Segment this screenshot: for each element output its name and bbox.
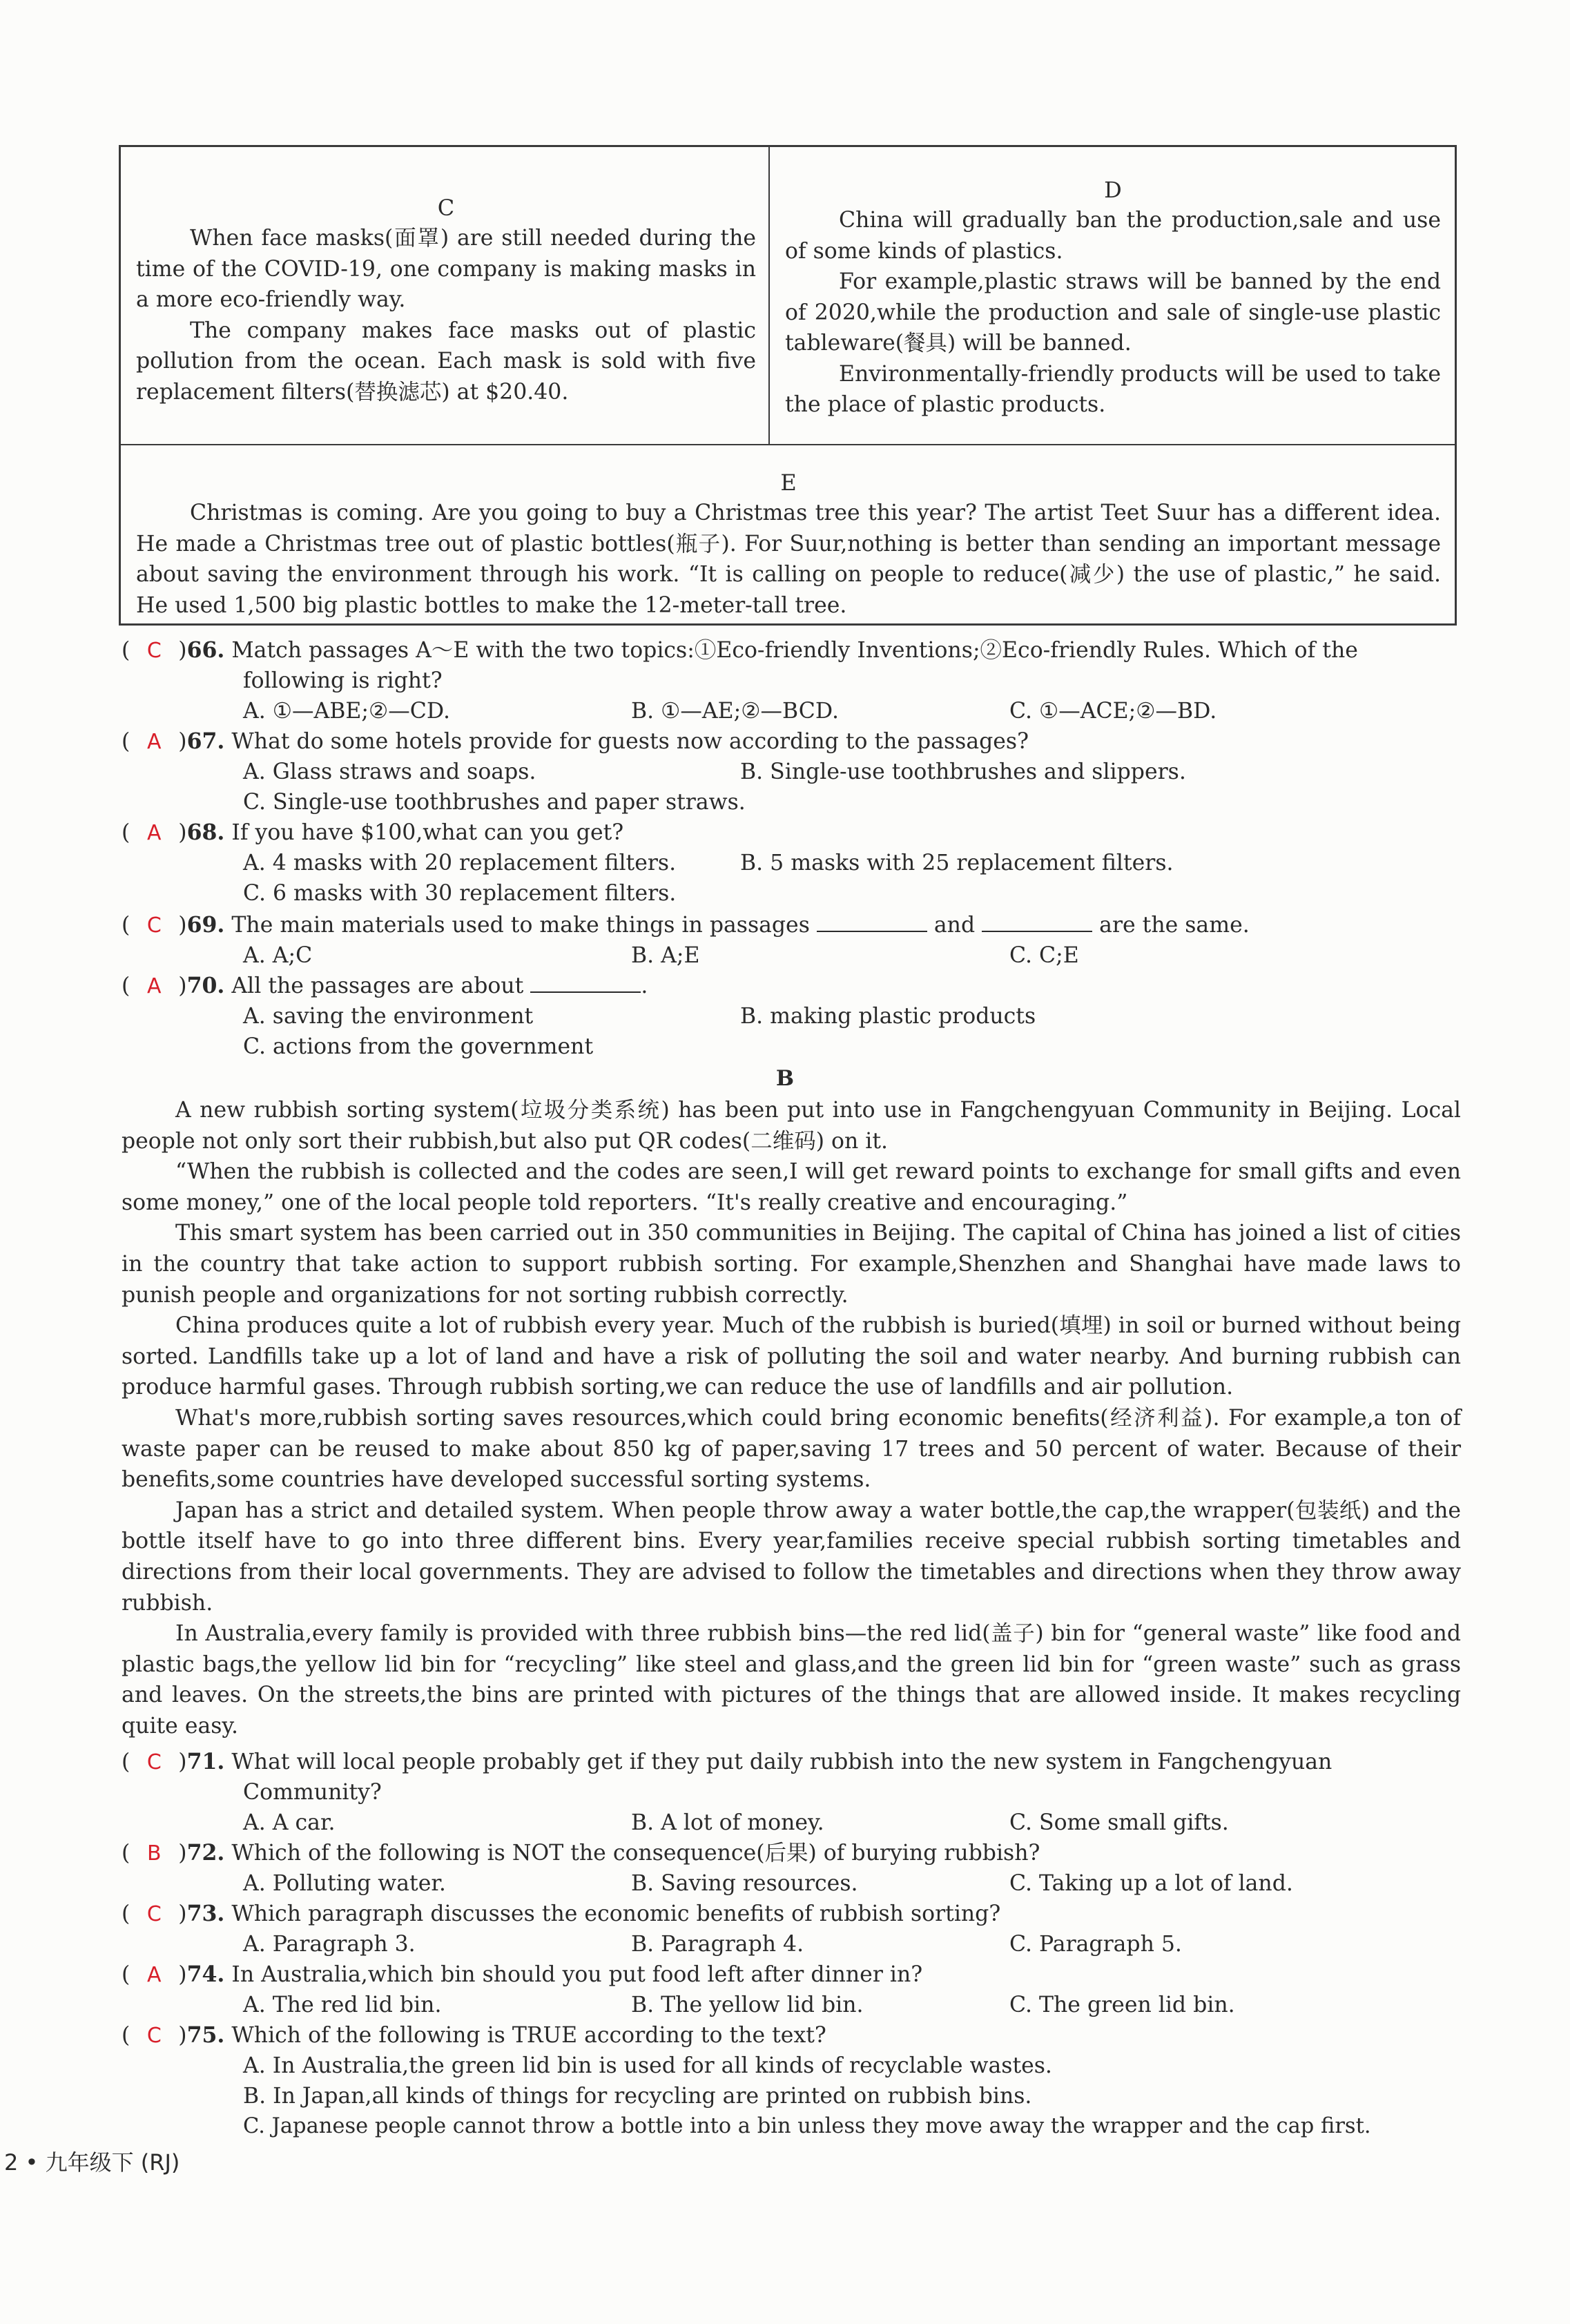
question-stem: If you have $100,what can you get? — [231, 820, 624, 845]
question-stem: What do some hotels provide for guests now according to the passages? — [231, 729, 1029, 754]
question-stem: Which paragraph discusses the economic benefits of rubbish sorting? — [231, 1901, 1001, 1926]
question-stem: What will local people probably get if they put daily rubbish into the new system in Fangchengyuan — [231, 1750, 1332, 1774]
option-c: C. 6 masks with 30 replacement filters. — [243, 881, 677, 906]
option-a: A. In Australia,the green lid bin is used for all kinds of recyclable wastes. — [243, 2053, 1052, 2078]
answer-mark: C — [146, 639, 162, 663]
answer-mark: C — [146, 2024, 162, 2048]
passage-letter: E — [780, 469, 797, 496]
question-number: 71. — [186, 1749, 225, 1774]
question-73: ( C )73. Which paragraph discusses the economic benefits of rubbish sorting? — [122, 1899, 1000, 1930]
passage-letter: D — [1104, 177, 1122, 203]
option-b: B. making plastic products — [740, 1004, 1036, 1029]
answer-mark: C — [146, 913, 162, 938]
option-b: B. Single-use toothbrushes and slippers. — [740, 759, 1186, 784]
passage-paragraph: Japan has a strict and detailed system. When people throw away a water bottle,the cap,the wrapper(包装纸) and the bottle itself have to go into three different bins. Every year,families receive special rubbish sorting timetables and directions from their local governments. They are advised to follow the timetables and directions when they throw away rubbish. — [122, 1498, 1461, 1616]
question-stem-end: . — [641, 974, 648, 998]
option-b: B. In Japan,all kinds of things for recycling are printed on rubbish bins. — [243, 2084, 1032, 2109]
answer-mark: B — [147, 1841, 162, 1866]
question-stem-and: and — [933, 913, 976, 938]
passage-paragraph: China produces quite a lot of rubbish every year. Much of the rubbish is buried(填埋) in soil or burned without being sorted. Landfills take up a lot of land and have a risk of polluting the soil and water nearby. And burning rubbish can produce harmful gases. Through rubbish sorting,we can reduce the use of landfills and air pollution. — [122, 1313, 1461, 1400]
question-75: ( C )75. Which of the following is TRUE according to the text? — [122, 2020, 826, 2051]
option-a: A. A car. — [243, 1810, 336, 1835]
question-66: ( C )66. Match passages A～E with the two topics:①Eco-friendly Inventions;②Eco-friendly Rules. Which of the — [122, 635, 1358, 666]
question-70: ( A )70. All the passages are about . — [122, 971, 648, 1002]
question-69: ( C )69. The main materials used to make things in passages and are the same. — [122, 910, 1250, 941]
passage-paragraph: What's more,rubbish sorting saves resources,which could bring economic benefits(经济利益). For example,a ton of waste paper can be reused to make about 850 kg of paper,saving 17 trees and 50 percent of water. Because of their benefits,some countries have developed successful sorting systems. — [122, 1405, 1461, 1493]
answer-mark: C — [146, 1750, 162, 1774]
passage-paragraph: “When the rubbish is collected and the codes are seen,I will get reward points to exchange for small gifts and even some money,” one of the local people told reporters. “It's really creative and encouraging.” — [122, 1159, 1461, 1215]
option-c: C. Paragraph 5. — [1009, 1932, 1182, 1957]
option-b: B. The yellow lid bin. — [631, 1993, 864, 2017]
question-67: ( A )67. What do some hotels provide for guests now according to the passages? — [122, 726, 1029, 757]
option-b: B. ①—AE;②—BCD. — [631, 699, 839, 724]
question-number: 74. — [186, 1962, 225, 1987]
option-a: A. ①—ABE;②—CD. — [243, 699, 451, 724]
question-number: 66. — [186, 637, 225, 663]
option-c: C. Some small gifts. — [1009, 1810, 1229, 1835]
answer-blank — [817, 910, 927, 932]
question-number: 68. — [186, 820, 225, 845]
option-b: B. A lot of money. — [631, 1810, 824, 1835]
question-number: 75. — [186, 2022, 225, 2048]
option-a: A. Polluting water. — [243, 1871, 446, 1896]
answer-mark: C — [146, 1902, 162, 1926]
option-c: C. C;E — [1009, 943, 1079, 968]
answer-mark: A — [147, 730, 162, 754]
answer-mark: A — [147, 1963, 162, 1987]
question-stem: All the passages are about — [231, 974, 524, 998]
question-72: ( B )72. Which of the following is NOT the consequence(后果) of burying rubbish? — [122, 1838, 1040, 1869]
passage-paragraph: In Australia,every family is provided with three rubbish bins—the red lid(盖子) bin for “general waste” like food and plastic bags,the yellow lid bin for “recycling” like steel and glass,and the green lid bin for “green waste” such as grass and leaves. On the streets,the bins are printed with pictures of the things that are allowed inside. It makes recycling quite easy. — [122, 1621, 1461, 1739]
section-b-passage — [122, 1095, 1461, 1741]
option-b: B. Saving resources. — [631, 1871, 858, 1896]
answer-mark: A — [147, 821, 162, 845]
page-footer: 2 • 九年级下 (RJ) — [4, 2149, 180, 2176]
passage-paragraph: The company makes face masks out of plastic pollution from the ocean. Each mask is sold with five replacement filters(替换滤芯) at $20.40. — [136, 318, 756, 405]
passage-table — [119, 145, 1457, 626]
answer-blank — [982, 910, 1092, 932]
question-stem: In Australia,which bin should you put food left after dinner in? — [231, 1962, 923, 1987]
answer-blank — [530, 971, 641, 993]
option-c: C. Taking up a lot of land. — [1009, 1871, 1293, 1896]
answer-mark: A — [147, 974, 162, 998]
question-stem: Match passages A～E with the two topics:①Eco-friendly Inventions;②Eco-friendly Rules. Which of the — [231, 638, 1358, 663]
passage-paragraph: Christmas is coming. Are you going to buy a Christmas tree this year? The artist Teet Suur has a different idea. He made a Christmas tree out of plastic bottles(瓶子). For Suur,nothing is better than sending an important message about saving the environment through his work. “It is calling on people to reduce(减少) the use of plastic,” he said. He used 1,500 big plastic bottles to make the 12-meter-tall tree. — [136, 501, 1441, 618]
section-b-title: B — [775, 1066, 795, 1091]
question-74: ( A )74. In Australia,which bin should you put food left after dinner in? — [122, 1959, 922, 1991]
question-number: 67. — [186, 728, 225, 754]
passage-e — [121, 445, 1455, 623]
passage-d — [770, 147, 1455, 445]
passage-letter: C — [437, 195, 455, 221]
question-stem-cont: Community? — [243, 1780, 382, 1805]
option-c: C. The green lid bin. — [1009, 1993, 1235, 2017]
option-a: A. 4 masks with 20 replacement filters. — [243, 851, 677, 875]
option-c: C. Japanese people cannot throw a bottle into a bin unless they move away the wrapper and the cap first. — [243, 2114, 1371, 2138]
question-stem: Which of the following is NOT the consequence(后果) of burying rubbish? — [231, 1841, 1040, 1866]
option-b: B. 5 masks with 25 replacement filters. — [740, 851, 1174, 875]
passage-paragraph: When face masks(面罩) are still needed during the time of the COVID-19, one company is making masks in a more eco-friendly way. — [136, 226, 756, 312]
question-71: ( C )71. What will local people probably get if they put daily rubbish into the new system in Fangchengyuan — [122, 1747, 1332, 1778]
option-b: B. A;E — [631, 943, 700, 968]
option-c: C. actions from the government — [243, 1034, 594, 1059]
passage-paragraph: Environmentally-friendly products will be used to take the place of plastic products. — [785, 361, 1441, 417]
passage-paragraph: This smart system has been carried out in 350 communities in Beijing. The capital of China has joined a list of cities in the country that take action to support rubbish sorting. For example,Shenzhen and Shanghai have made laws to punish people and organizations for not sorting rubbish correctly. — [122, 1221, 1461, 1308]
option-c: C. ①—ACE;②—BD. — [1009, 699, 1217, 724]
option-c: C. Single-use toothbrushes and paper straws. — [243, 790, 746, 815]
question-stem-end: are the same. — [1099, 913, 1250, 938]
option-b: B. Paragraph 4. — [631, 1932, 804, 1957]
option-a: A. A;C — [243, 943, 313, 968]
passage-paragraph: A new rubbish sorting system(垃圾分类系统) has been put into use in Fangchengyuan Community in Beijing. Local people not only sort their rubbish,but also put QR codes(二维码) on it. — [122, 1098, 1461, 1154]
question-stem: The main materials used to make things in passages — [231, 913, 810, 938]
passage-paragraph: China will gradually ban the production,sale and use of some kinds of plastics. — [785, 208, 1441, 264]
question-number: 69. — [186, 912, 225, 938]
question-number: 70. — [186, 973, 225, 998]
question-number: 73. — [186, 1901, 225, 1926]
question-number: 72. — [186, 1840, 225, 1866]
question-stem-cont: following is right? — [243, 668, 443, 693]
passage-c — [121, 147, 770, 445]
option-a: A. saving the environment — [243, 1004, 534, 1029]
option-a: A. Glass straws and soaps. — [243, 759, 536, 784]
option-a: A. The red lid bin. — [243, 1993, 442, 2017]
option-a: A. Paragraph 3. — [243, 1932, 416, 1957]
question-68: ( A )68. If you have $100,what can you get? — [122, 817, 623, 849]
passage-paragraph: For example,plastic straws will be banned by the end of 2020,while the production and sale of single-use plastic tableware(餐具) will be banned. — [785, 269, 1441, 356]
question-stem: Which of the following is TRUE according to the text? — [231, 2023, 826, 2048]
